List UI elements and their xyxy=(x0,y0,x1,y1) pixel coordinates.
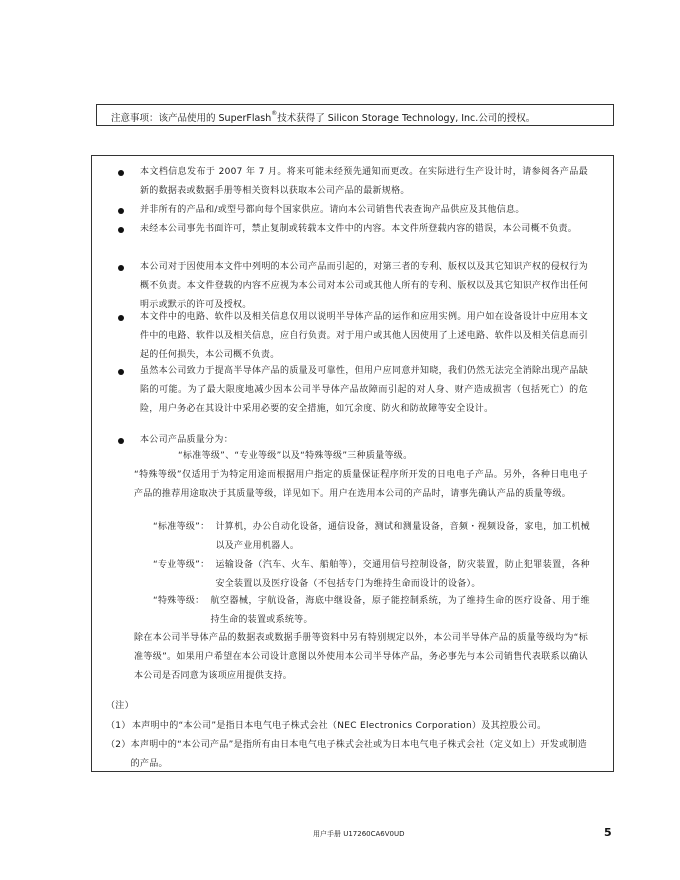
quality-levels-line: “标准等级”、“专业等级”以及“特殊等级”三种质量等级。 xyxy=(178,451,413,461)
bullet-icon xyxy=(118,265,124,271)
quality-closing-paragraph: 除在本公司半导体产品的数据表或数据手册等资料中另有特别规定以外，本公司半导体产品的质量等级均为“标准等级”。如果用户希望在本公司设计意图以外使用本公司半导体产品，务必事先与本公司销售代表联系以确认本公司是否同意为该项应用提供支持。 xyxy=(134,633,588,682)
grade-description: 运输设备（汽车、火车、船舶等），交通用信号控制设备，防灾装置，防止犯罪装置，各种安全装置以及医疗设备（不包括专门为维持生命而设计的设备）。 xyxy=(215,560,590,590)
note-text: 本声明中的“本公司”是指日本电气电子株式会社（NEC Electronics Corporation）及其控股公司。 xyxy=(132,721,547,731)
grade-label: “标准等级”： xyxy=(153,522,210,532)
note-item xyxy=(106,717,596,736)
bullet-text: 本文件中的电路、软件以及相关信息仅用以说明半导体产品的运作和应用实例。用户如在设备设计中应用本文件中的电路、软件以及相关信息，应自行负责。对于用户或其他人因使用了上述电路、软件以及相关信息而引起的任何损失，本公司概不负责。 xyxy=(140,312,588,361)
grade-description: 计算机，办公自动化设备，通信设备，测试和测量设备，音频・视频设备，家电，加工机械以及产业用机器人。 xyxy=(215,522,590,552)
bullet-text: 本公司对于因使用本文件中列明的本公司产品而引起的，对第三者的专利、版权以及其它知识产权的侵权行为概不负责。本文件登载的内容不应视为本公司对本公司或其他人所有的专利、版权以及其它知识产权作出任何明示或默示的许可及授权。 xyxy=(140,262,588,311)
special-grade-paragraph: “特殊等级”仅适用于为特定用途而根据用户指定的质量保证程序所开发的日电电子产品。另外，各种日电电子产品的推荐用途取决于其质量等级，详见如下。用户在选用本公司的产品时，请事先确认产品的质量等级。 xyxy=(134,470,588,500)
bullet-item xyxy=(118,258,588,316)
bullet-item xyxy=(118,163,588,201)
grade-row-special xyxy=(153,592,590,630)
bullet-item xyxy=(118,220,588,239)
bullet-text: 并非所有的产品和/或型号都向每个国家供应。请向本公司销售代表查询产品供应及其他信息。 xyxy=(140,205,525,215)
bullet-item xyxy=(118,362,588,420)
grade-label: “专业等级”： xyxy=(153,560,210,570)
note-item xyxy=(106,736,596,774)
bullet-icon xyxy=(118,170,124,176)
bullet-item xyxy=(118,308,588,366)
notes-section xyxy=(106,697,596,774)
bullet-text: 未经本公司事先书面许可，禁止复制或转载本文件中的内容。本文件所登载内容的错误，本公司概不负责。 xyxy=(140,224,578,234)
bullet-icon xyxy=(118,208,124,214)
page-number: 5 xyxy=(604,826,612,839)
notice-prefix: 注意事项：该产品使用的 SuperFlash xyxy=(111,113,272,125)
disclaimer-box xyxy=(91,155,614,772)
bullet-icon xyxy=(118,369,124,375)
bullet-icon xyxy=(118,315,124,321)
footer-doc-label: 用户手册 U17260CA6V0UD xyxy=(313,830,405,838)
notice-suffix: 技术获得了 Silicon Storage Technology, Inc.公司的授权。 xyxy=(277,113,536,125)
superflash-notice xyxy=(96,104,614,126)
note-text: 本声明中的“本公司产品”是指所有由日本电气电子株式会社或为日本电气电子株式会社（定义如上）开发或制造的产品。 xyxy=(130,740,587,769)
bullet-text: 虽然本公司致力于提高半导体产品的质量及可靠性，但用户应同意并知晓，我们仍然无法完全消除出现产品缺陷的可能。为了最大限度地减少因本公司半导体产品故障而引起的对人身、财产造成损害（包括死亡）的危险，用户务必在其设计中采用必要的安全措施，如冗余度、防火和防故障等安全设计。 xyxy=(140,366,588,415)
grade-label: “特殊等级： xyxy=(153,596,205,606)
grade-row-professional xyxy=(153,556,590,594)
bullet-text: 本文档信息发布于 2007 年 7 月。将来可能未经预先通知而更改。在实际进行生产设计时，请参阅各产品最新的数据表或数据手册等相关资料以获取本公司产品的最新规格。 xyxy=(140,167,588,197)
bullet-text: 本公司产品质量分为： xyxy=(140,435,234,445)
notes-heading: （注） xyxy=(106,701,134,711)
note-number: （2） xyxy=(106,740,131,750)
bullet-icon xyxy=(118,227,124,233)
note-number: （1） xyxy=(106,721,131,731)
registered-mark: ® xyxy=(271,110,278,117)
bullet-icon xyxy=(118,438,124,444)
bullet-item xyxy=(118,201,588,220)
grade-row-standard xyxy=(153,518,590,556)
box-bottom-border xyxy=(91,771,614,772)
grade-description: 航空器械，宇航设备，海底中继设备，原子能控制系统，为了维持生命的医疗设备、用于维持生命的装置或系统等。 xyxy=(210,596,590,626)
